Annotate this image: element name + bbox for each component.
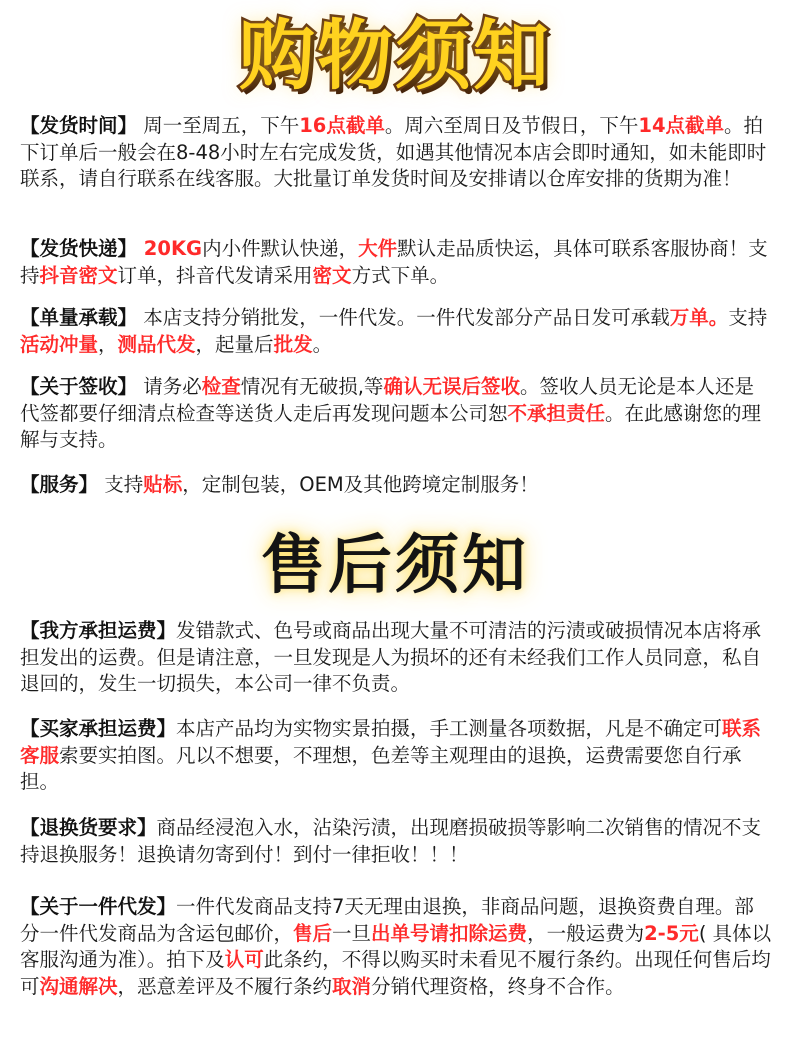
- after-sales-section-our-freight: [20, 618, 772, 698]
- body-text: 支持: [98, 473, 144, 496]
- highlight-text: 检查: [201, 375, 241, 398]
- highlight-text: 沟通解决: [39, 974, 118, 998]
- body-text: 发错款式、色号或商品出现大量不可清洁的污渍或破损情况本店将承担发出的运费。但是请注意，一旦发现是人为损坏的还有未经我们工作人员同意，私自退回的，发生一切损失，本公司一律不负责。: [20, 619, 762, 695]
- highlight-text: 万单。: [669, 306, 729, 329]
- body-text: 。周六至周日及节假日，下午: [384, 114, 639, 137]
- body-text: 一件代发商品支持7天无理由退换，非商品问题，退换资费自理。部分一件代发商品为含运包邮价，: [20, 895, 754, 945]
- after-sales-section-return-requirements: [20, 815, 772, 868]
- section-label: 【发货时间】: [20, 114, 138, 137]
- highlight-text: 2-5元: [644, 921, 699, 945]
- highlight-text: 16点截单: [299, 114, 385, 137]
- body-text: 索要实拍图。凡以不想要，不理想，色差等主观理由的退换，运费需要您自行承担。: [20, 743, 742, 793]
- body-text: 方式下单。: [351, 263, 450, 287]
- body-text: 本店产品均为实物实景拍摄，手工测量各项数据，凡是不确定可: [176, 717, 723, 740]
- body-text: 请务必: [137, 375, 202, 398]
- highlight-text: 密文: [312, 263, 352, 287]
- body-text: 支持: [728, 306, 768, 329]
- body-text: 默认走品质快运，具体可联系客服协商！支持: [20, 237, 768, 287]
- section-label: 【关于签收】: [20, 375, 138, 398]
- shopping-section-order-capacity: [20, 305, 772, 358]
- highlight-text: 20KG: [137, 237, 203, 260]
- section-label: 【退换货要求】: [20, 816, 157, 839]
- body-text: 订单，抖音代发请采用: [117, 263, 313, 287]
- highlight-text: 贴标: [143, 473, 183, 496]
- section-label: 【发货快递】: [20, 237, 138, 260]
- section-label: 【关于一件代发】: [20, 895, 177, 918]
- body-text: ，: [98, 332, 118, 356]
- body-text: 情况有无破损,等: [240, 375, 384, 398]
- body-text: 。在此感谢您的理解与支持。: [20, 401, 762, 451]
- body-text: 分销代理资格，终身不合作。: [371, 974, 625, 998]
- body-text: ，起量后: [195, 332, 274, 356]
- body-text: ，一般运费为: [527, 921, 645, 945]
- body-text: ，定制包装，OEM及其他跨境定制服务！: [182, 473, 539, 496]
- body-text: 内小件默认快递，: [202, 237, 359, 260]
- body-text: ( 具体以客服沟通为准）。拍下及: [20, 921, 772, 971]
- highlight-text: 14点截单: [638, 114, 725, 137]
- body-text: 。拍下订单后一般会在8-48小时左右完成发货，如遇其他情况本店会即时通知，如未能即时联系，请自行联系在线客服。大批量订单发货时间及安排请以仓库安排的货期为准！: [20, 114, 767, 190]
- body-text: 周一至周五，下午: [137, 114, 300, 137]
- highlight-text: 抖音密文: [39, 263, 118, 287]
- highlight-text: 测品代发: [117, 332, 196, 356]
- section-label: 【单量承载】: [20, 306, 138, 329]
- notice-title: 购物须知: [239, 11, 551, 100]
- shopping-section-service: [20, 472, 772, 499]
- body-text: 商品经浸泡入水，沾染污渍，出现磨损破损等影响二次销售的情况不支持退换服务！退换请勿寄到付！到付一律拒收！！！: [20, 816, 762, 866]
- highlight-text: 确认无误后签收: [383, 375, 520, 398]
- body-text: 一旦: [332, 921, 372, 945]
- highlight-text: 认可: [224, 948, 264, 971]
- shopping-section-delivery-time: [20, 113, 772, 193]
- highlight-text: 售后: [293, 921, 333, 945]
- after-sales-title: 售后须知: [261, 529, 529, 603]
- body-text: 此条约，不得以购买时未看见不履行条约。出现任何售后均可: [20, 948, 771, 998]
- highlight-text: 批发: [273, 332, 313, 356]
- highlight-text: 活动冲量: [20, 332, 99, 356]
- body-text: ，恶意差评及不履行条约: [117, 974, 333, 998]
- section-label: 【我方承担运费】: [20, 619, 177, 642]
- highlight-text: 不承担责任: [507, 401, 606, 425]
- highlight-text: 出单号请扣除运费: [371, 921, 528, 945]
- after-sales-section-dropshipping: [20, 894, 772, 1000]
- section-label: 【买家承担运费】: [20, 717, 177, 740]
- section-label: 【服务】: [20, 473, 99, 496]
- body-text: 。: [312, 332, 333, 356]
- shopping-section-receipt: [20, 374, 772, 454]
- body-text: 本店支持分销批发，一件代发。一件代发部分产品日发可承载: [137, 306, 670, 329]
- shopping-section-courier: [20, 236, 772, 289]
- after-sales-section-buyer-freight: [20, 716, 772, 796]
- highlight-text: 大件: [358, 237, 398, 260]
- highlight-text: 取消: [332, 974, 372, 998]
- body-text: 。签收人员无论是本人还是代签都要仔细清点检查等送货人走后再发现问题本公司恕: [20, 375, 754, 425]
- highlight-text: 联系客服: [20, 717, 762, 767]
